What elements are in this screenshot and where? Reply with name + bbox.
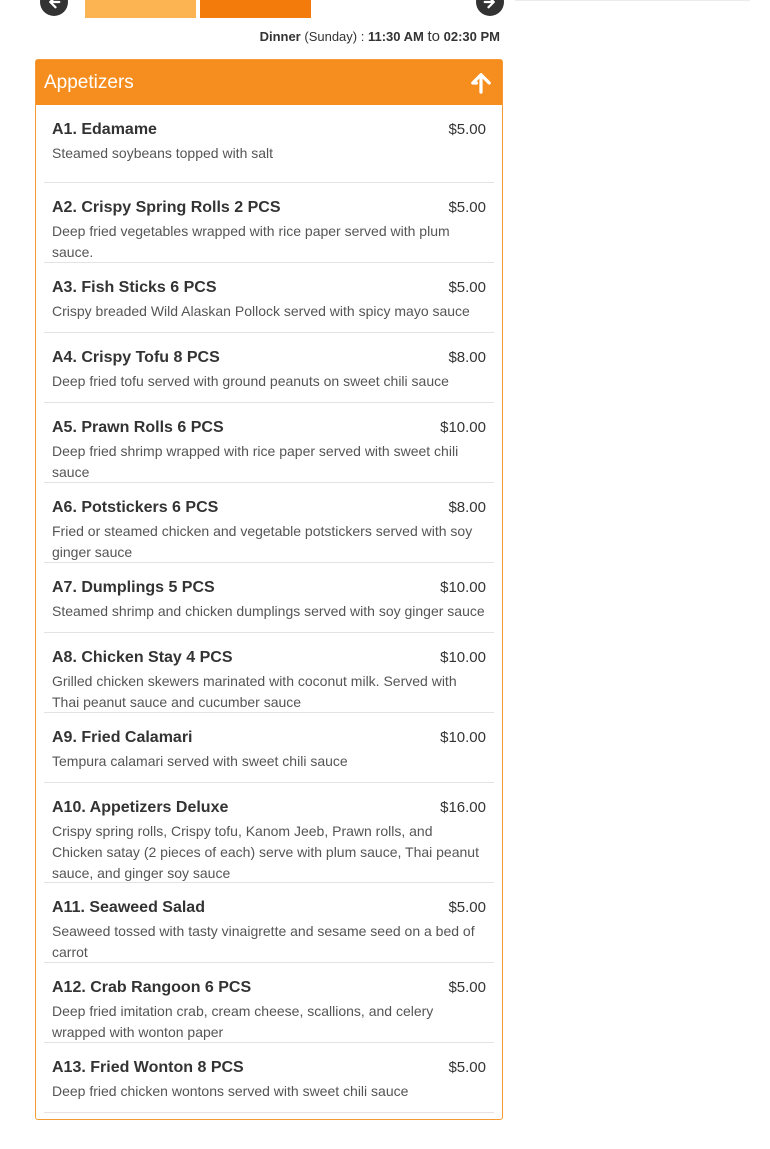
menu-item-price: $5.00: [448, 279, 486, 296]
menu-item[interactable]: [44, 883, 494, 963]
menu-item[interactable]: [44, 333, 494, 403]
menu-item[interactable]: [44, 403, 494, 483]
menu-item-header: [52, 199, 486, 217]
menu-item-description: Deep fried imitation crab, cream cheese, scallions, and celery wrapped with wonton paper: [52, 1003, 434, 1040]
menu-category-panel: [35, 59, 503, 1120]
category-title: Appetizers: [44, 71, 134, 93]
menu-item-header: [52, 799, 486, 817]
menu-item[interactable]: [44, 563, 494, 633]
menu-item-description: Deep fried shrimp wrapped with rice paper served with sweet chili sauce: [52, 443, 459, 480]
menu-item-price: $8.00: [448, 349, 486, 366]
menu-item-name: A4. Crispy Tofu 8 PCS: [52, 349, 220, 366]
end-time: 02:30 PM: [443, 29, 500, 44]
menu-item-header: [52, 349, 486, 367]
meal-label: Dinner: [259, 29, 301, 44]
menu-item-price: $10.00: [440, 729, 486, 746]
menu-item-price: $16.00: [440, 799, 486, 816]
menu-item-price: $10.00: [440, 419, 486, 436]
service-hours: [260, 28, 500, 45]
menu-item[interactable]: [44, 783, 494, 883]
menu-item[interactable]: [44, 105, 494, 183]
menu-item-price: $5.00: [448, 1059, 486, 1076]
menu-item-description: Grilled chicken skewers marinated with coconut milk. Served with Thai peanut sauce and cucumber sauce: [52, 673, 457, 710]
category-tab-active[interactable]: [200, 0, 311, 18]
menu-item-name: A6. Potstickers 6 PCS: [52, 499, 219, 516]
menu-item-description: Deep fried tofu served with ground peanuts on sweet chili sauce: [52, 373, 449, 389]
to-label: to: [427, 28, 440, 45]
menu-item-name: A10. Appetizers Deluxe: [52, 799, 229, 816]
menu-item-header: [52, 279, 486, 297]
arrow-up-icon[interactable]: [470, 71, 494, 95]
menu-item-description: Steamed shrimp and chicken dumplings served with soy ginger sauce: [52, 603, 485, 619]
menu-item-price: $5.00: [448, 899, 486, 916]
menu-item[interactable]: [44, 963, 494, 1043]
menu-item-name: A12. Crab Rangoon 6 PCS: [52, 979, 252, 996]
menu-item-header: [52, 1059, 486, 1077]
menu-item-name: A1. Edamame: [52, 121, 157, 138]
menu-item[interactable]: [44, 1043, 494, 1113]
menu-item-name: A7. Dumplings 5 PCS: [52, 579, 215, 596]
menu-item-header: [52, 649, 486, 667]
menu-item-description: Fried or steamed chicken and vegetable potstickers served with soy ginger sauce: [52, 523, 473, 560]
menu-item-header: [52, 419, 486, 437]
start-time: 11:30 AM: [367, 29, 424, 44]
menu-item-name: A8. Chicken Stay 4 PCS: [52, 649, 233, 666]
menu-item-name: A11. Seaweed Salad: [52, 899, 205, 916]
prev-arrow-button[interactable]: [40, 0, 68, 16]
category-header[interactable]: [36, 60, 502, 105]
menu-item-name: A13. Fried Wonton 8 PCS: [52, 1059, 244, 1076]
menu-item-description: Seaweed tossed with tasty vinaigrette and sesame seed on a bed of carrot: [52, 923, 475, 960]
menu-item[interactable]: [44, 263, 494, 333]
sidebar-divider: [515, 0, 750, 1]
menu-item[interactable]: [44, 633, 494, 713]
menu-item[interactable]: [44, 483, 494, 563]
menu-item-price: $5.00: [448, 979, 486, 996]
menu-item-description: Crispy breaded Wild Alaskan Pollock served with spicy mayo sauce: [52, 303, 470, 319]
menu-item-price: $5.00: [448, 121, 486, 138]
menu-item-header: [52, 121, 486, 139]
menu-item-description: Crispy spring rolls, Crispy tofu, Kanom Jeeb, Prawn rolls, and Chicken satay (2 pieces of each) serve with plum sauce, Thai peanut sauce, and ginger soy sauce: [52, 823, 479, 881]
menu-item-price: $10.00: [440, 579, 486, 596]
menu-item-header: [52, 729, 486, 747]
arrow-right-circle-icon: [481, 0, 499, 11]
menu-item-price: $8.00: [448, 499, 486, 516]
menu-item-list: [36, 105, 502, 1113]
menu-item[interactable]: [44, 183, 494, 263]
menu-item-price: $10.00: [440, 649, 486, 666]
menu-item-name: A9. Fried Calamari: [52, 729, 193, 746]
menu-item[interactable]: [44, 713, 494, 783]
menu-item-description: Deep fried vegetables wrapped with rice paper served with plum sauce.: [52, 223, 450, 260]
menu-item-header: [52, 579, 486, 597]
day-label: (Sunday) :: [304, 29, 365, 44]
next-arrow-button[interactable]: [476, 0, 504, 16]
menu-item-description: Tempura calamari served with sweet chili sauce: [52, 753, 348, 769]
menu-item-description: Steamed soybeans topped with salt: [52, 145, 274, 161]
arrow-left-circle-icon: [45, 0, 63, 11]
menu-item-description: Deep fried chicken wontons served with sweet chili sauce: [52, 1083, 409, 1099]
menu-item-name: A2. Crispy Spring Rolls 2 PCS: [52, 199, 281, 216]
menu-item-header: [52, 979, 486, 997]
menu-item-price: $5.00: [448, 199, 486, 216]
menu-item-name: A5. Prawn Rolls 6 PCS: [52, 419, 224, 436]
category-tab-light[interactable]: [85, 0, 196, 18]
menu-item-header: [52, 499, 486, 517]
menu-item-header: [52, 899, 486, 917]
menu-item-name: A3. Fish Sticks 6 PCS: [52, 279, 217, 296]
